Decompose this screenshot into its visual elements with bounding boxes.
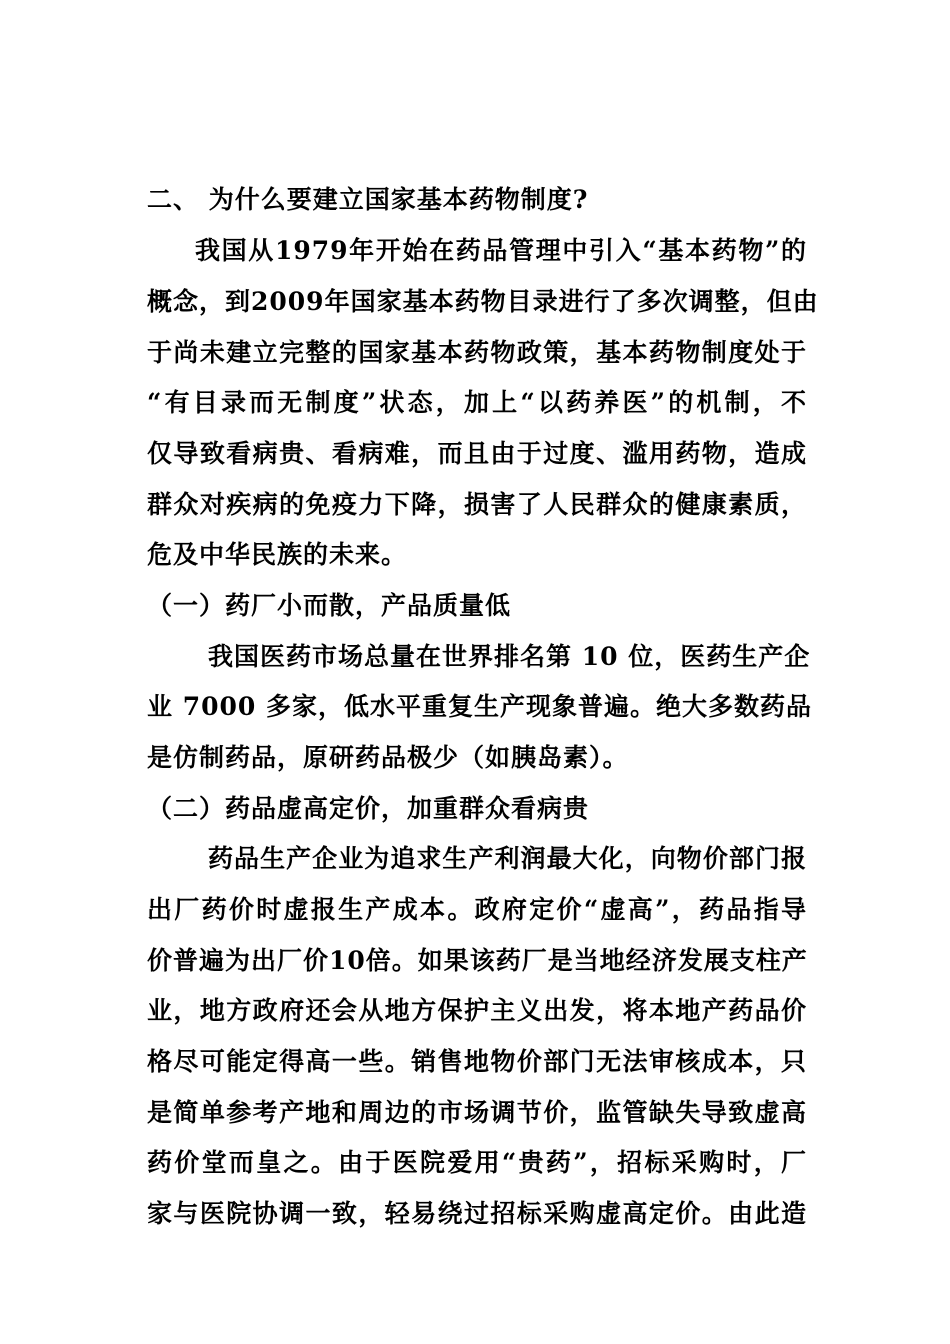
paragraph-line: 我国医药市场总量在世界排名第 10 位，医药生产企 [208,642,811,671]
paragraph-line: 药品生产企业为追求生产利润最大化，向物价部门报 [208,844,807,873]
paragraph-line: 家与医院协调一致，轻易绕过招标采购虚高定价。由此造 [147,1199,807,1228]
paragraph-line: 业，地方政府还会从地方保护主义出发，将本地产药品价 [147,996,807,1025]
paragraph-line: 于尚未建立完整的国家基本药物政策，基本药物制度处于 [147,338,807,367]
paragraph-line: 仅导致看病贵、看病难，而且由于过度、滥用药物，造成 [147,439,807,468]
paragraph-line: 概念，到2009年国家基本药物目录进行了多次调整，但由 [147,287,819,316]
section-title: 二、 为什么要建立国家基本药物制度? [147,185,589,214]
paragraph-line: 药价堂而皇之。由于医院爱用“贵药”，招标采购时，厂 [147,1148,807,1177]
paragraph-line: 是仿制药品，原研药品极少（如胰岛素）。 [147,743,629,772]
subsection-title-2: （二）药品虚高定价，加重群众看病贵 [147,794,590,823]
paragraph-line: 业 7000 多家，低水平重复生产现象普遍。绝大多数药品 [147,692,812,721]
paragraph-line: “有目录而无制度”状态，加上“以药养医”的机制，不 [147,388,807,417]
paragraph-line: 危及中华民族的未来。 [147,540,408,569]
paragraph-line: 格尽可能定得高一些。销售地物价部门无法审核成本，只 [147,1047,807,1076]
paragraph-line: 群众对疾病的免疫力下降，损害了人民群众的健康素质， [147,490,807,519]
paragraph-line: 出厂药价时虚报生产成本。政府定价“虚高”，药品指导 [147,895,807,924]
paragraph-line: 我国从1979年开始在药品管理中引入“基本药物”的 [195,236,807,265]
paragraph-line: 价普遍为出厂价10倍。如果该药厂是当地经济发展支柱产 [147,946,808,975]
subsection-title-1: （一）药厂小而散，产品质量低 [147,591,512,620]
paragraph-line: 是简单参考产地和周边的市场调节价，监管缺失导致虚高 [147,1098,807,1127]
